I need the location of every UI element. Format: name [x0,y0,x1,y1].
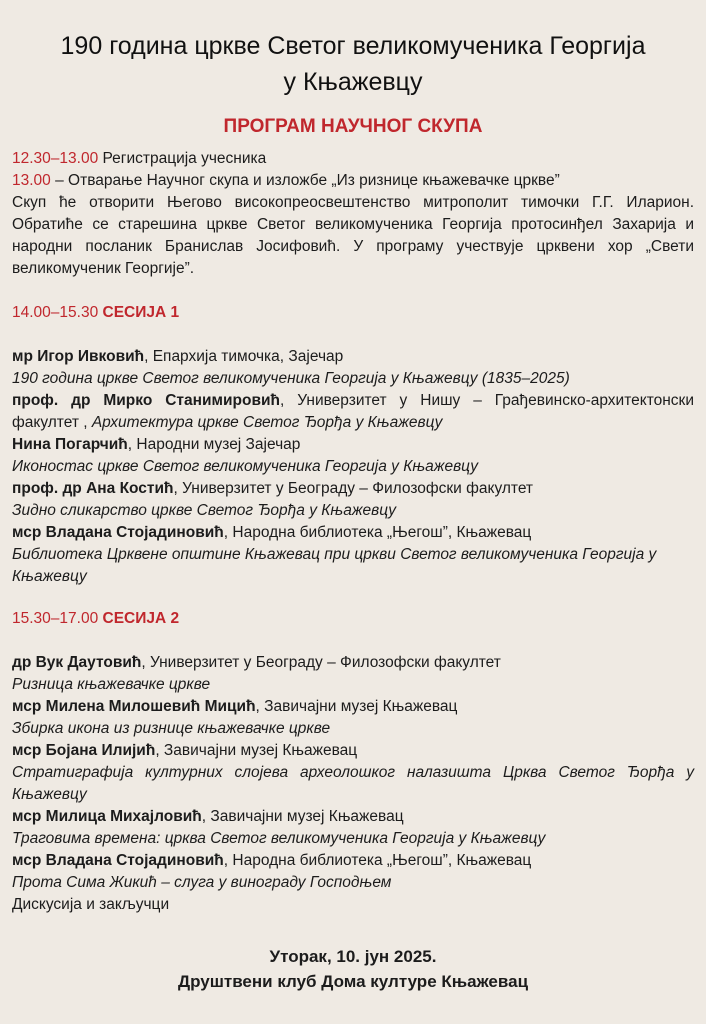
program-title: ПРОГРАМ НАУЧНОГ СКУПА [223,116,483,137]
speaker-affiliation: , Завичајни музеј Књажевац [155,742,358,759]
speaker-entry [12,652,694,696]
speaker-name: мср Милица Михајловић [12,808,202,825]
registration-time: 12.30–13.00 [12,150,99,167]
session-1-heading [12,302,694,324]
speaker-name: проф. др Ана Костић [12,480,174,497]
session-2-time: 15.30–17.00 [12,610,99,627]
talk-title: Библиотека Црквене општине Књажевац при цркви Светог великомученика Георгија у Књажевцу [12,546,657,585]
speaker-entry [12,390,694,434]
talk-title: Иконостас цркве Светог великомученика Георгија у Књажевцу [12,458,478,475]
session-2-list [12,652,694,916]
speaker-name: др Вук Даутовић [12,654,142,671]
talk-title: Стратиграфија културних слојева археолошког налазишта Црква Светог Ђорђа у Књажевцу [12,764,694,803]
speaker-name: мр Игор Ивковић [12,348,145,365]
session-1-label: СЕСИЈА 1 [102,304,180,321]
speaker-name: мср Милена Милошевић Мицић [12,698,256,715]
title-line-1: 190 година цркве Светог великомученика Георгија [60,32,646,60]
opening-line [12,170,694,192]
session-2-heading [12,608,694,630]
speaker-name: мср Владана Стојадиновић [12,852,224,869]
event-footer [12,944,694,994]
speaker-name: Нина Погарчић [12,436,128,453]
speaker-entry [12,740,694,806]
speaker-name: проф. др Мирко Станимировић [12,392,280,409]
speaker-affiliation: , Народни музеј Зајечар [127,436,301,453]
registration-line [12,148,694,170]
talk-title: Траговима времена: црква Светог великомученика Георгија у Књажевцу [12,830,546,847]
speaker-affiliation: , Народна библиотека „Његош”, Књажевац [223,524,532,541]
speaker-name: мср Бојана Илијић [12,742,156,759]
speaker-entry [12,696,694,740]
closing-discussion: Дискусија и закључци [12,896,170,913]
talk-title: 190 година цркве Светог великомученика Георгија у Књажевцу (1835–2025) [12,370,570,387]
session-1-list [12,346,694,588]
talk-title: Зидно сликарство цркве Светог Ђорђа у Књажевцу [12,502,396,519]
opening-paragraph: Скуп ће отворити Његово високопреосвештенство митрополит тимочки Г.Г. Иларион. Обратиће се старешина цркве Светог великомученика Георгија протосинђел Захарија и народни посланик Бранислав Јосифовић. У програму учествује црквени хор „Свети великомученик Георгије”. [12,194,694,277]
event-venue: Друштвени клуб Дома културе Књажевац [177,972,529,991]
speaker-entry [12,434,694,478]
opening-time: 13.00 [12,172,51,189]
page-title [12,0,694,100]
talk-title: Архитектура цркве Светог Ђорђа у Књажевцу [91,414,443,431]
speaker-entry [12,478,694,522]
speaker-entry [12,850,694,894]
speaker-affiliation: , Универзитет у Београду – Филозофски факултет [173,480,534,497]
opening-text: – Отварање Научног скупа и изложбе „Из ризнице књажевачке цркве” [55,172,560,189]
speaker-affiliation: , Епархија тимочка, Зајечар [144,348,344,365]
talk-title: Ризница књажевачке цркве [12,676,211,693]
speaker-name: мср Владана Стојадиновић [12,524,224,541]
session-2-label: СЕСИЈА 2 [102,610,180,627]
speaker-affiliation: , Народна библиотека „Његош”, Књажевац [223,852,532,869]
talk-title: Збирка икона из ризнице књажевачке цркве [12,720,331,737]
title-line-2: у Књажевцу [283,68,423,96]
event-date: Уторак, 10. јун 2025. [269,947,437,966]
speaker-affiliation: , Завичајни музеј Књажевац [201,808,404,825]
registration-text: Регистрација учесника [102,150,267,167]
speaker-entry [12,522,694,588]
session-1-time: 14.00–15.30 [12,304,99,321]
speaker-entry [12,806,694,850]
speaker-affiliation: , Универзитет у Београду – Филозофски факултет [141,654,501,671]
talk-title: Прота Сима Жикић – слуга у винограду Господњем [12,874,392,891]
speaker-affiliation: , Завичајни музеј Књажевац [255,698,458,715]
speaker-entry [12,346,694,390]
speaker-affiliation: , Универзитет у Нишу – Грађевинско-архитектонски факултет , [12,392,694,431]
